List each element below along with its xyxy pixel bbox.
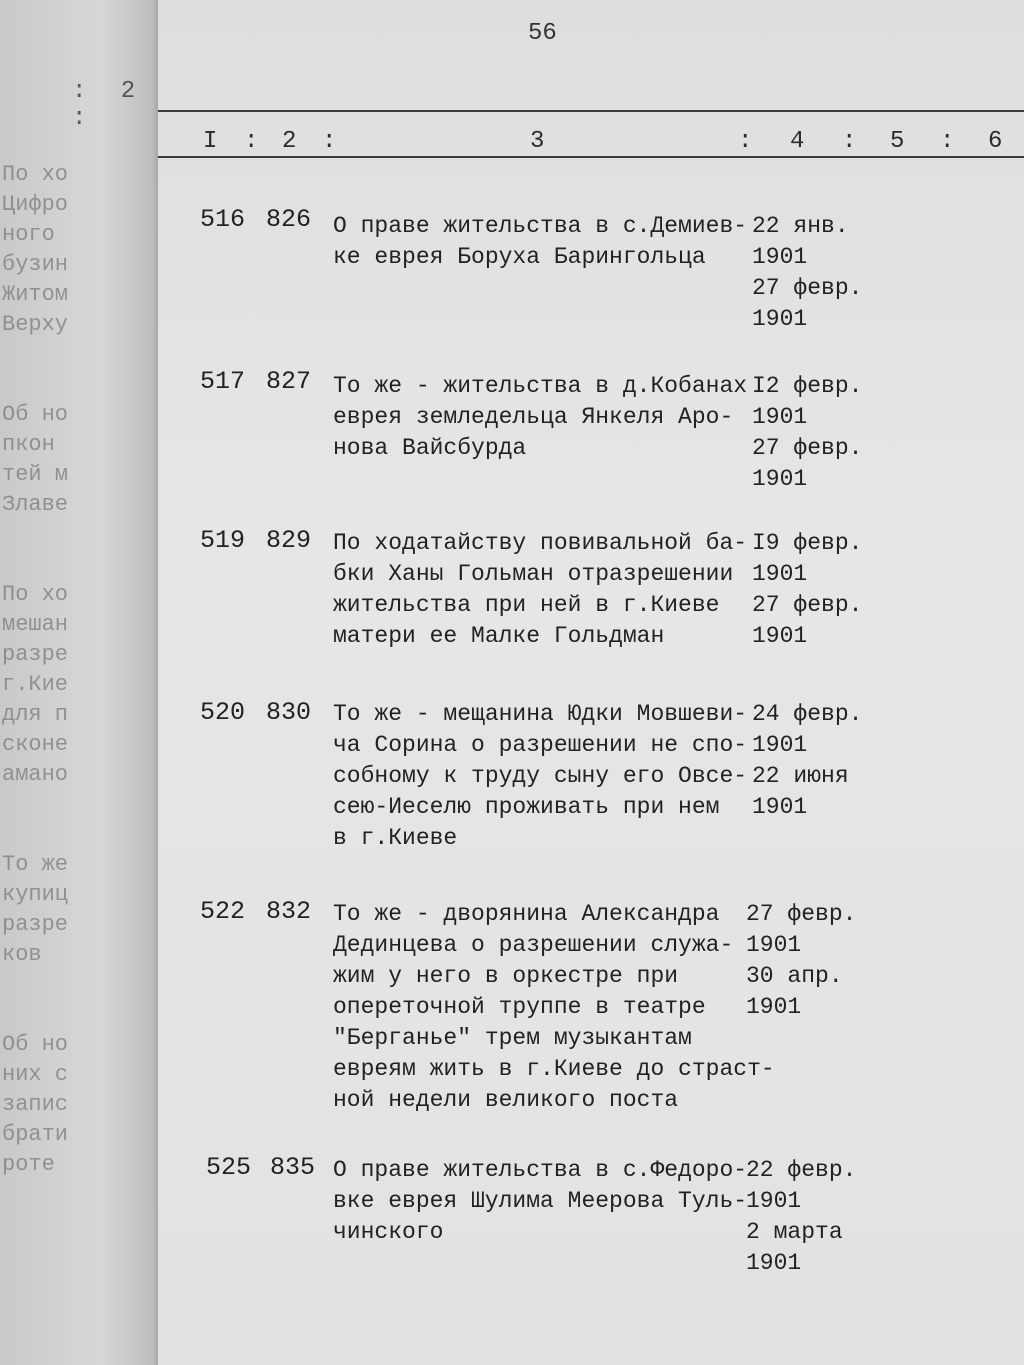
entry-dates: I2 февр. 1901 27 февр. 1901: [752, 373, 863, 492]
facing-page-column-marker: : 2 :: [72, 78, 146, 132]
entry-number: 522: [200, 897, 246, 926]
column-header-6: 6: [988, 128, 1003, 155]
entry-dates: I9 февр. 1901 27 февр. 1901: [752, 530, 863, 649]
column-header-3: 3: [530, 128, 545, 155]
entry-dates: 22 янв. 1901 27 февр. 1901: [752, 213, 863, 332]
entry-number: 519: [200, 526, 246, 555]
file-number: 832: [266, 897, 312, 926]
facing-page: [0, 0, 165, 1365]
entry-number: 516: [200, 205, 246, 234]
column-header-separator: :: [940, 128, 955, 155]
entry-dates: 27 февр. 1901 30 апр. 1901: [746, 901, 857, 1020]
page-number: 56: [528, 20, 557, 47]
file-number: 829: [266, 526, 312, 555]
column-header-4: 4: [790, 128, 805, 155]
column-header-separator: :: [244, 128, 259, 155]
entry-description: То же - жительства в д.Кобанах еврея земледельца Янкеля Аро- нова Вайсбурда: [333, 373, 748, 461]
header-top-rule: [158, 110, 1024, 112]
entry-description: То же - мещанина Юдки Мовшеви- ча Сорина о разрешении не спо- собному к труду сыну его Овсе- сею-Иеселю проживать при нем в г.Киеве: [333, 701, 748, 851]
entry-number: 520: [200, 698, 246, 727]
entry-number: 525: [206, 1153, 252, 1182]
file-number: 826: [266, 205, 312, 234]
column-header-1: I: [203, 128, 218, 155]
column-header-2: 2: [282, 128, 297, 155]
entry-number: 517: [200, 367, 246, 396]
column-header-separator: :: [842, 128, 857, 155]
column-header-separator: :: [322, 128, 337, 155]
entry-description: О праве жительства в с.Демиев- ке еврея Боруха Барингольца: [333, 213, 748, 270]
entry-description: По ходатайству повивальной ба- бки Ханы Гольман отразрешении жительства при ней в г.Киеве матери ее Малке Гольдман: [333, 530, 748, 649]
facing-page-bleed-text: По хо Цифро ного бузин Житом Верху Об но пкон тей м Злаве По хо мешан разре г.Кие для п сконе амано То же купиц разре ков Об но них с запис брати роте: [2, 162, 69, 1177]
column-header-separator: :: [738, 128, 753, 155]
entry-description: О праве жительства в с.Федоро- вке еврея Шулима Меерова Туль- чинского: [333, 1157, 748, 1245]
header-bottom-rule: [158, 156, 1024, 158]
column-header-5: 5: [890, 128, 905, 155]
entry-description: То же - дворянина Александра Дединцева о разрешении служа- жим у него в оркестре при опереточной труппе в театре "Берганье" трем музыкантам евреям жить в г.Киеве до страст- ной недели великого поста: [333, 901, 775, 1113]
file-number: 827: [266, 367, 312, 396]
entry-dates: 24 февр. 1901 22 июня 1901: [752, 701, 863, 820]
file-number: 835: [270, 1153, 316, 1182]
entry-dates: 22 февр. 1901 2 марта 1901: [746, 1157, 857, 1276]
file-number: 830: [266, 698, 312, 727]
